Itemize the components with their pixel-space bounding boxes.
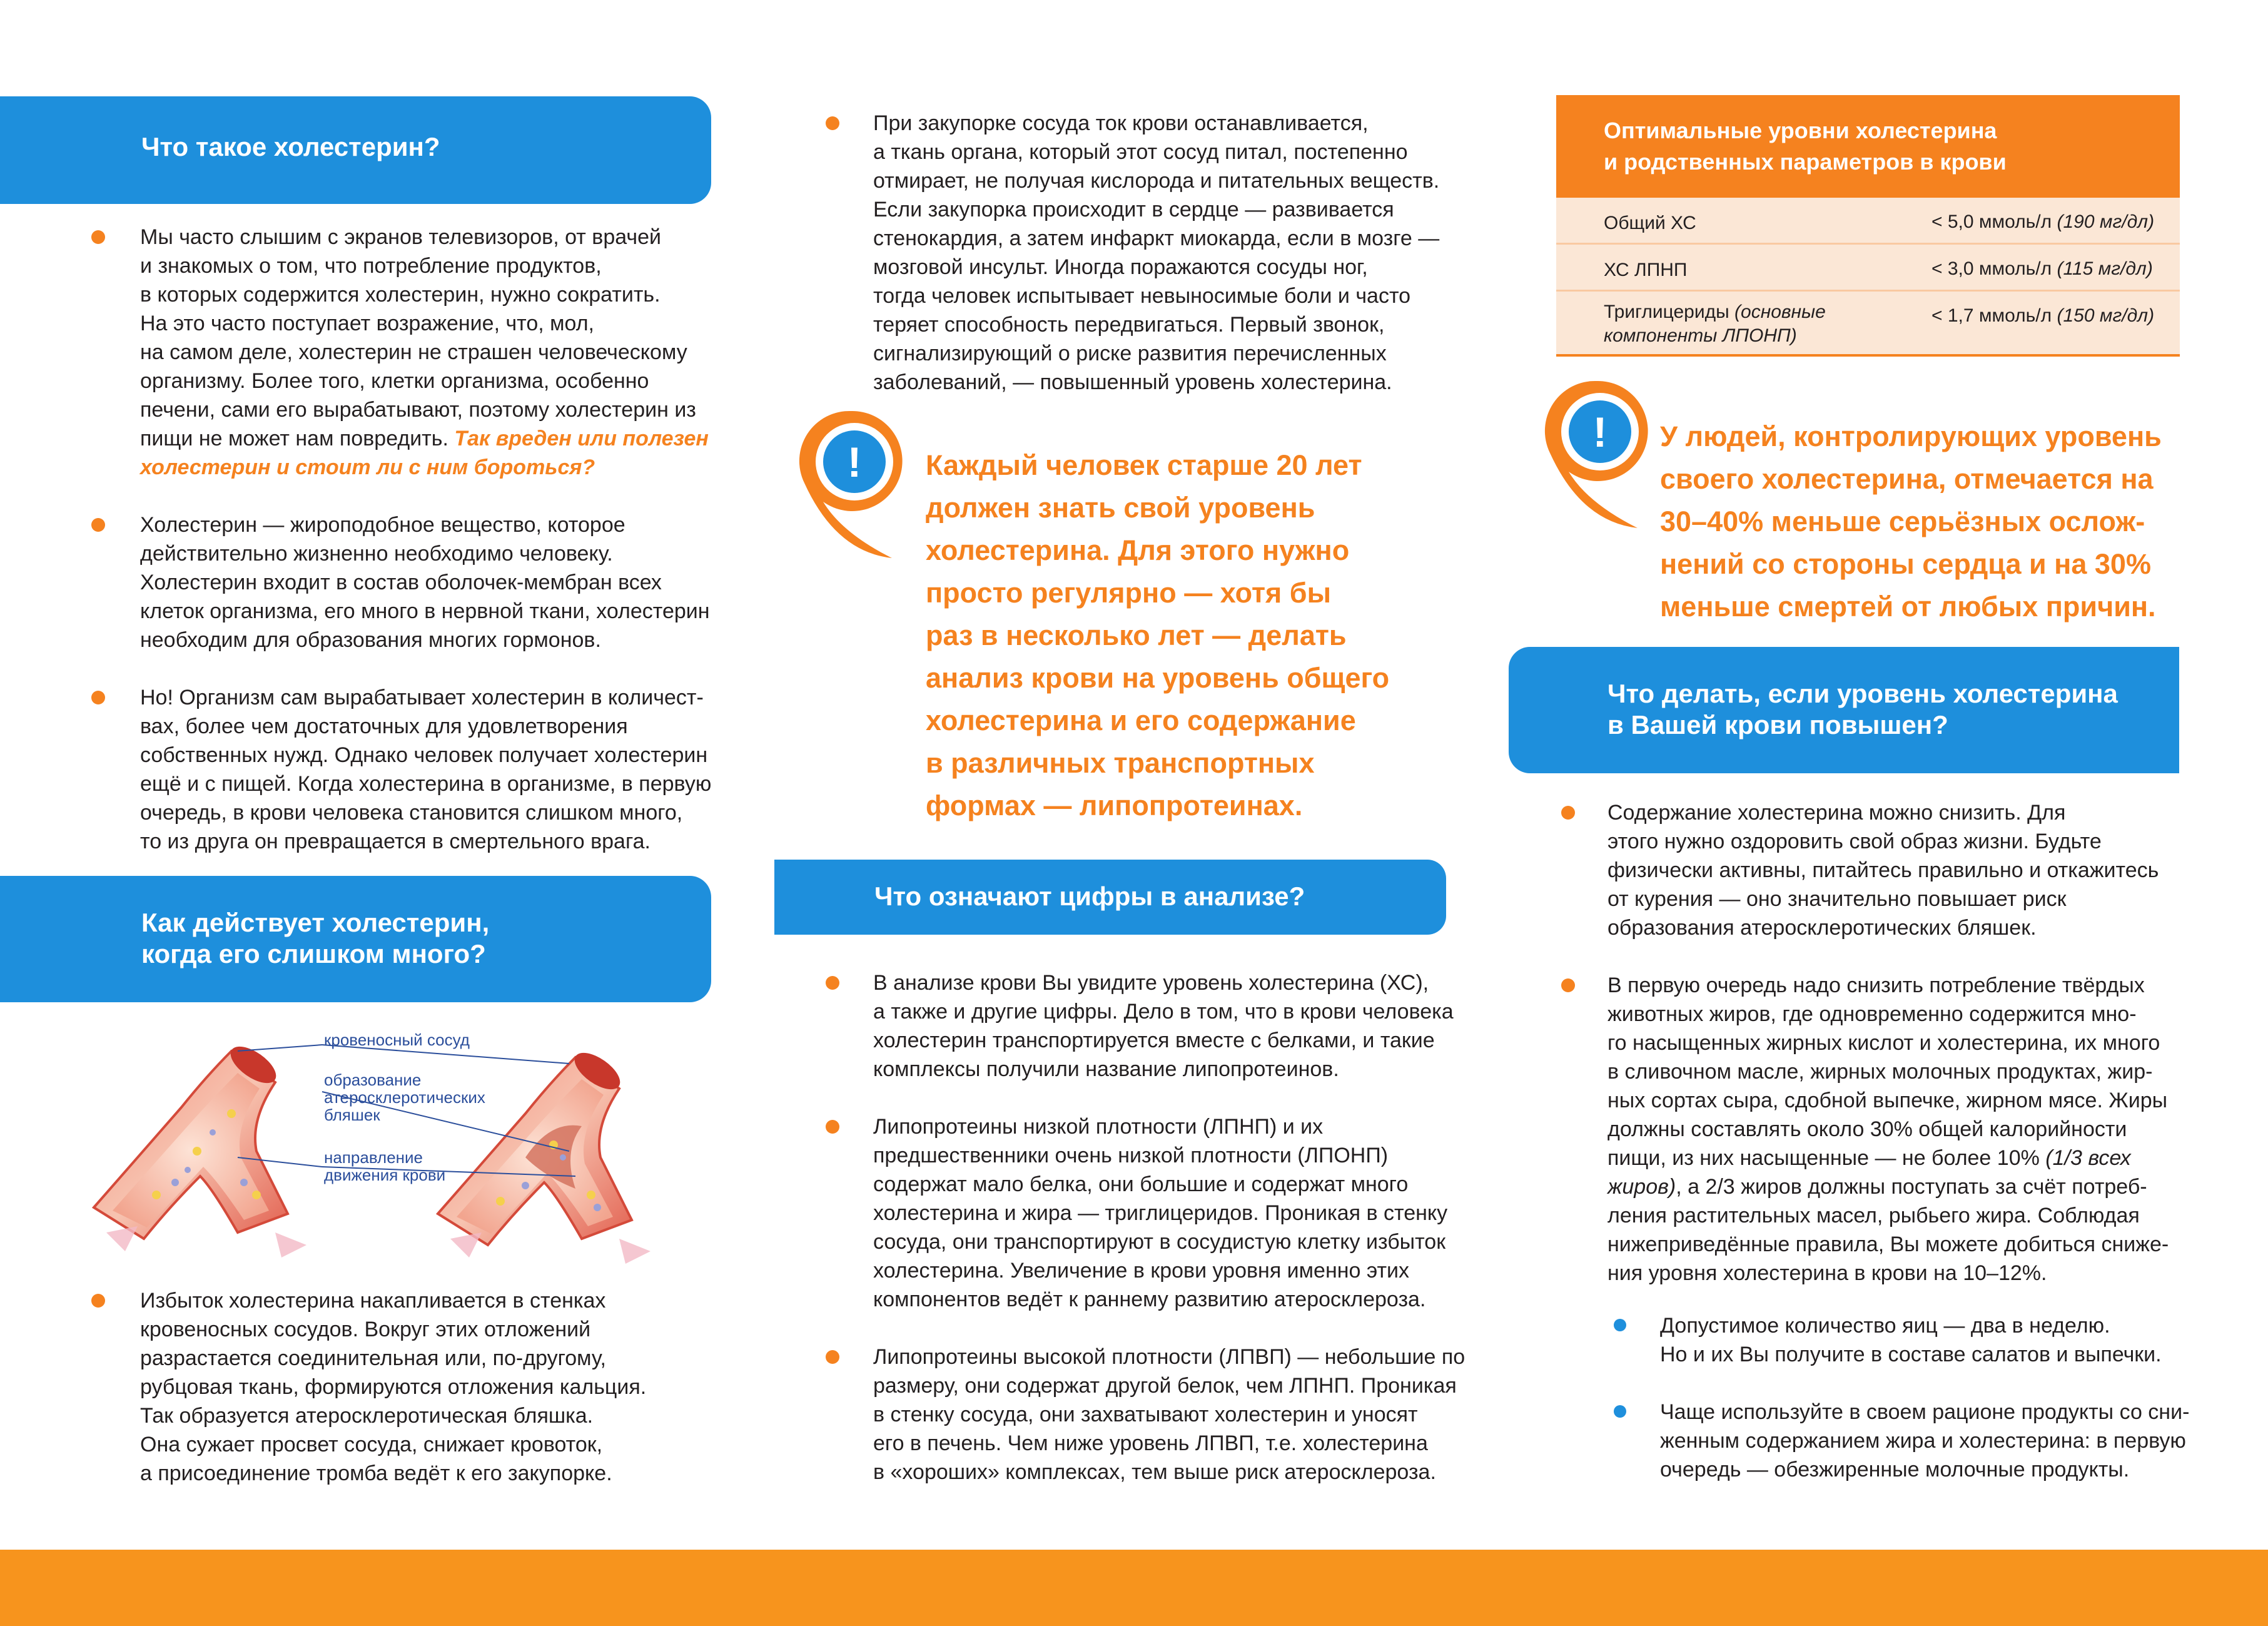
callout-control-benefit: У людей, контролирующих уровень своего холестерина, отмечается на 30–40% меньше серьёзных ослож- нений со стороны сердца и на 30% меньше смертей от любых причин. xyxy=(1660,420,2162,622)
optimal-levels-table xyxy=(1556,95,2180,357)
highlighted-question-cont: холестерин и стоит ли с ним бороться? xyxy=(140,455,595,479)
bullet-icon xyxy=(826,116,839,130)
bullet-icon xyxy=(91,1294,105,1308)
svg-text:!: ! xyxy=(1592,409,1607,456)
label-plaque-formation: образование атеросклеротических бляшек xyxy=(324,1070,485,1124)
label-blood-vessel: кровеносный сосуд xyxy=(324,1030,470,1049)
bullet-icon xyxy=(826,1350,839,1364)
paragraph-plaque: Избыток холестерина накапливается в стенках кровеносных сосудов. Вокруг этих отложений разрастается соединительная или, по-другому, рубцовая ткань, формируются отложения кальция. Так образуется атеросклеротическая бляшка. Она сужает просвет сосуда, снижает кровоток, а присоединение тромба ведёт к его закупорке. xyxy=(140,1289,647,1485)
section-header-what-numbers-mean: Что означают цифры в анализе? xyxy=(774,860,1446,935)
bullet-icon xyxy=(826,976,839,990)
bullet-icon xyxy=(826,1120,839,1134)
paragraph-hdl: Липопротеины высокой плотности (ЛПВП) — небольшие по размеру, они содержат другой белок, чем ЛПНП. Проникая в стенку сосуда, они захватывают холестерин и уносят его в печень. Чем ниже уровень ЛПВП, т.е. холестерина в «хороших» комплексах, тем выше риск атеросклероза. xyxy=(873,1345,1466,1484)
label-blood-flow: направление движения крови xyxy=(324,1148,446,1184)
callout-test-every-person: Каждый человек старше 20 лет должен знать свой уровень холестерина. Для этого нужно просто регулярно — хотя бы раз в несколько лет — делать анализ крови на уровень общего холестерина и его содержание в различных транспортных формах — липопротеинах. xyxy=(926,449,1390,821)
paragraph-ldl: Липопротеины низкой плотности (ЛПНП) и их предшественники очень низкой плотности (ЛПОНП) содержат мало белка, они большие и содержат много холестерина и жира — триглицеридов. Проникая в стенку сосуда, они транспортируют в сосудистую клетку избыток холестерина. Увеличение в крови уровня именно этих компонентов ведёт к раннему развитию атеросклероза. xyxy=(873,1115,1448,1311)
paragraph-low-fat-products: Чаще используйте в своем рационе продукты со сни- женным содержанием жира и холестерина: в первую очередь — обезжиренные молочные продукты. xyxy=(1660,1400,2190,1481)
bullet-icon xyxy=(1561,978,1575,992)
table-row: Триглицериды (основные компоненты ЛПОНП) < 1,7 ммоль/л (150 мг/дл) xyxy=(1604,302,2155,346)
footer-band xyxy=(0,1550,2268,1626)
section-header-text: Что такое холестерин? xyxy=(141,132,440,161)
exclamation-callout-icon xyxy=(1544,378,1650,534)
table-title: Оптимальные уровни холестерина и родственных параметров в крови xyxy=(1556,95,2180,198)
bullet-icon xyxy=(91,230,105,244)
sub-bullet-icon xyxy=(1614,1319,1626,1331)
bullet-icon xyxy=(1561,806,1575,820)
section-header-what-is-cholesterol xyxy=(0,96,711,204)
section-header-what-to-do: Что делать, если уровень холестерина в Вашей крови повышен? xyxy=(1509,647,2179,773)
bullet-icon xyxy=(91,691,105,704)
paragraph-blood-test: В анализе крови Вы увидите уровень холестерина (ХС), а также и другие цифры. Дело в том, что в крови человека холестерин транспортируется вместе с белками, и такие комплексы получили название липопротеинов. xyxy=(873,971,1454,1081)
table-row: ХС ЛПНП < 3,0 ммоль/л (115 мг/дл) xyxy=(1556,245,2180,292)
paragraph-intro: Мы часто слышим с экранов телевизоров, от врачей и знакомых о том, что потребление продуктов, в которых содержится холестерин, нужно сократить. На это часто поступает возражение, что, мол, на самом деле, холестерин не страшен человеческому организму. Более того, клетки организма, особенно печени, сами его вырабатывают, поэтому холестерин из пищи не может нам повредить. Так вреден или полезен холестерин и стоит ли с ним бороться? xyxy=(140,223,709,482)
paragraph-body-produces: Но! Организм сам вырабатывает холестерин в количест- вах, более чем достаточных для удовлетворения собственных нужд. Однако человек получает холестерин ещё и с пищей. Когда холестерина в организме, в первую очередь, в крови человека становится слишком много, то из друга он превращается в смертельного врага. xyxy=(140,686,712,853)
section-header-how-it-acts: Как действует холестерин, когда его слишком много? xyxy=(0,876,711,1002)
paragraph-can-reduce: Содержание холестерина можно снизить. Для этого нужно оздоровить свой образ жизни. Будьте физически активны, питайтесь правильно и откажитесь от курения — оно значительно повышает риск образования атеросклеротических бляшек. xyxy=(1607,801,2159,940)
paragraph-reduce-fats: В первую очередь надо снизить потребление твёрдых животных жиров, где одновременно содержится мно- го насыщенных жирных кислот и холестерина, их много в сливочном масле, жирных молочных продуктах, жир- ных сортах сыра, сдобной выпечке, жирном мясе. Жиры должны составлять около 30% общей калорийности пищи, из них насыщенные — не более 10% (1/3 всех жиров), а 2/3 жиров должны поступать за счёт потреб- ления растительных масел, рыбьего жира. Соблюдая нижеприведённые правила, Вы можете добиться сниже- ния уровня холестерина в крови на 10–12%. xyxy=(1607,973,2169,1285)
bullet-icon xyxy=(91,518,105,532)
paragraph-fatlike-substance: Холестерин — жироподобное вещество, которое действительно жизненно необходимо человеку. Холестерин входит в состав оболочек-мембран всех клеток организма, его много в нервной ткани, холестерин необходим для образования многих гормонов. xyxy=(140,513,710,652)
paragraph-eggs: Допустимое количество яиц — два в неделю. Но и их Вы получите в составе салатов и выпечки. xyxy=(1660,1314,2162,1366)
exclamation-callout-icon xyxy=(798,408,904,564)
svg-text:!: ! xyxy=(847,439,862,486)
paragraph-blockage: При закупорке сосуда ток крови останавливается, а ткань органа, который этот сосуд питал, постепенно отмирает, не получая кислорода и питательных веществ. Если закупорка происходит в сердце — развивается стенокардия, а затем инфаркт миокарда, если в мозге — мозговой инсульт. Иногда поражаются сосуды ног, тогда человек испытывает невыносимые боли и часто теряет способность передвигаться. Первый звонок, сигнализирующий о риске развития перечисленных заболеваний, — повышенный уровень холестерина. xyxy=(873,111,1440,394)
table-row: Общий ХС < 5,0 ммоль/л (190 мг/дл) xyxy=(1556,198,2180,245)
table-body xyxy=(1556,198,2180,357)
sub-bullet-icon xyxy=(1614,1405,1626,1418)
highlighted-question: Так вреден или полезен xyxy=(454,427,709,450)
